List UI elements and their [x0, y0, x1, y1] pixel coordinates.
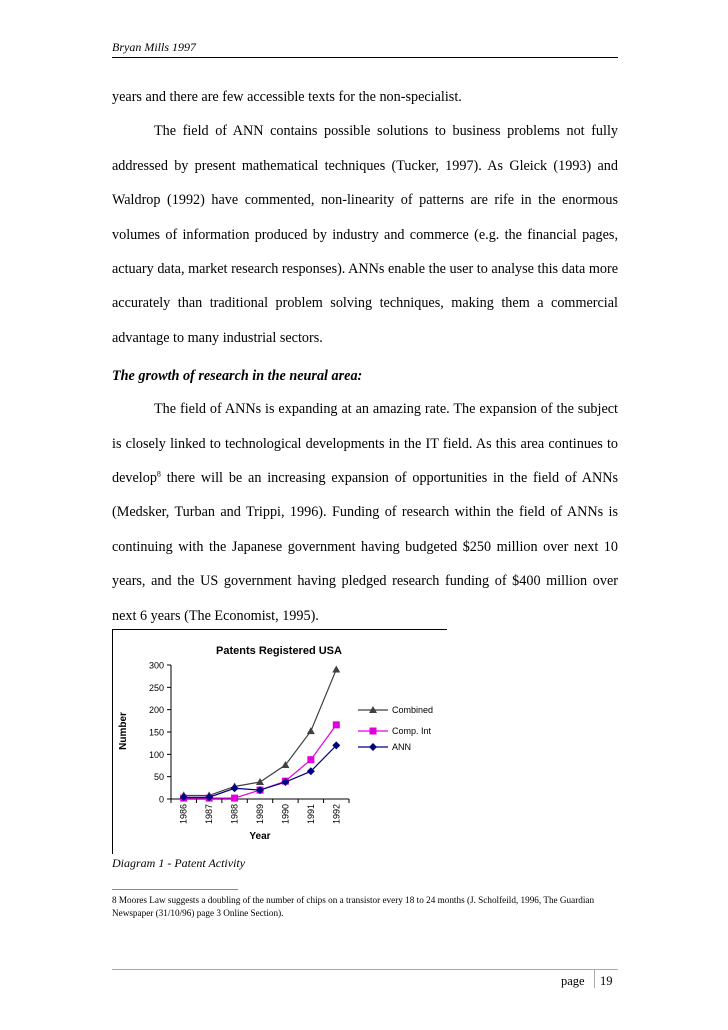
y-tick-label: 150: [148, 727, 164, 738]
footnote-rule: [112, 889, 238, 890]
chart-canvas: [113, 630, 447, 854]
x-ticks: [171, 799, 349, 824]
footer-separator: [594, 969, 595, 988]
legend-label-combined: Combined: [392, 705, 434, 715]
y-tick-label: 200: [148, 705, 164, 716]
page-number: 19: [600, 974, 613, 988]
series-lines: [180, 665, 341, 801]
x-tick-label: 1992: [331, 804, 342, 825]
section-heading: The growth of research in the neural area:: [112, 368, 363, 385]
data-point-comp-int: [333, 721, 340, 728]
x-tick-label: 1989: [255, 804, 265, 825]
body-text: [112, 80, 618, 633]
y-tick-label: 0: [158, 794, 164, 805]
diagram-caption: Diagram 1 - Patent Activity: [112, 856, 246, 870]
y-tick-label: 100: [148, 749, 164, 760]
paragraph-3-end: there will be an increasing expansion of opportunities in the field of ANNs (Medsker, Turban and Trippi, 1996). Funding of research within the field of ANNs is continuing with the Japanese government having budgeted $250 million over next 10 years, and the US government having pledged research funding of $400 million over next 6 years (The Economist, 1995).: [112, 470, 618, 624]
legend: [358, 705, 433, 752]
x-tick-label: 1990: [280, 804, 291, 825]
footnote-reference[interactable]: 8: [156, 469, 161, 479]
y-axis-label: Number: [118, 712, 129, 750]
legend-label-ann: ANN: [392, 742, 412, 752]
x-tick-label: 1987: [204, 804, 215, 825]
y-tick-label: 50: [153, 772, 164, 783]
y-ticks: [149, 661, 171, 805]
paragraph-1: years and there are few accessible texts for the non-specialist.: [112, 89, 462, 105]
data-point-combined: [307, 727, 315, 734]
data-point-combined: [332, 665, 340, 672]
x-axis-label: Year: [249, 831, 271, 842]
y-tick-label: 300: [148, 660, 164, 671]
x-tick-label: 1991: [305, 804, 316, 825]
data-point-comp-int: [307, 756, 314, 763]
legend-label-comp-int: Comp. Int: [392, 726, 432, 736]
y-tick-label: 250: [148, 682, 164, 693]
header-rule: [112, 57, 618, 58]
chart-title: Patents Registered USA: [216, 645, 342, 657]
legend-marker-ann: [369, 743, 377, 751]
data-point-comp-int: [231, 795, 238, 802]
paragraph-3: [112, 392, 618, 633]
footer-rule: [112, 969, 618, 970]
legend-marker-comp-int: [370, 728, 377, 735]
paragraph-3-start: The field of ANNs is expanding at an amazing rate. The expansion of the subject is closely linked to technological developments in the IT field. As this area continues to develop: [112, 401, 618, 487]
patent-chart: [112, 629, 447, 854]
footnote: 8 Moores Law suggests a doubling of the number of chips on a transistor every 18 to 24 months (J. Scholfeild, 1996, The Guardian Newspaper (31/10/96) page 3 Online Section).: [112, 895, 595, 918]
x-tick-label: 1988: [229, 804, 240, 825]
page-label: page: [561, 974, 585, 988]
paragraph-2: The field of ANN contains possible solutions to business problems not fully addressed by present mathematical techniques (Tucker, 1997). As Gleick (1993) and Waldrop (1992) have commented, non-linearity of patterns are rife in the enormous volumes of information produced by industry and commerce (e.g. the financial pages, actuary data, market research responses). ANNs enable the user to analyse this data more accurately than traditional problem solving techniques, making them a commercial advantage to many industrial sectors.: [112, 123, 618, 346]
data-point-combined: [256, 778, 264, 785]
running-header: Bryan Mills 1997: [112, 40, 196, 54]
x-tick-label: 1986: [178, 804, 189, 825]
